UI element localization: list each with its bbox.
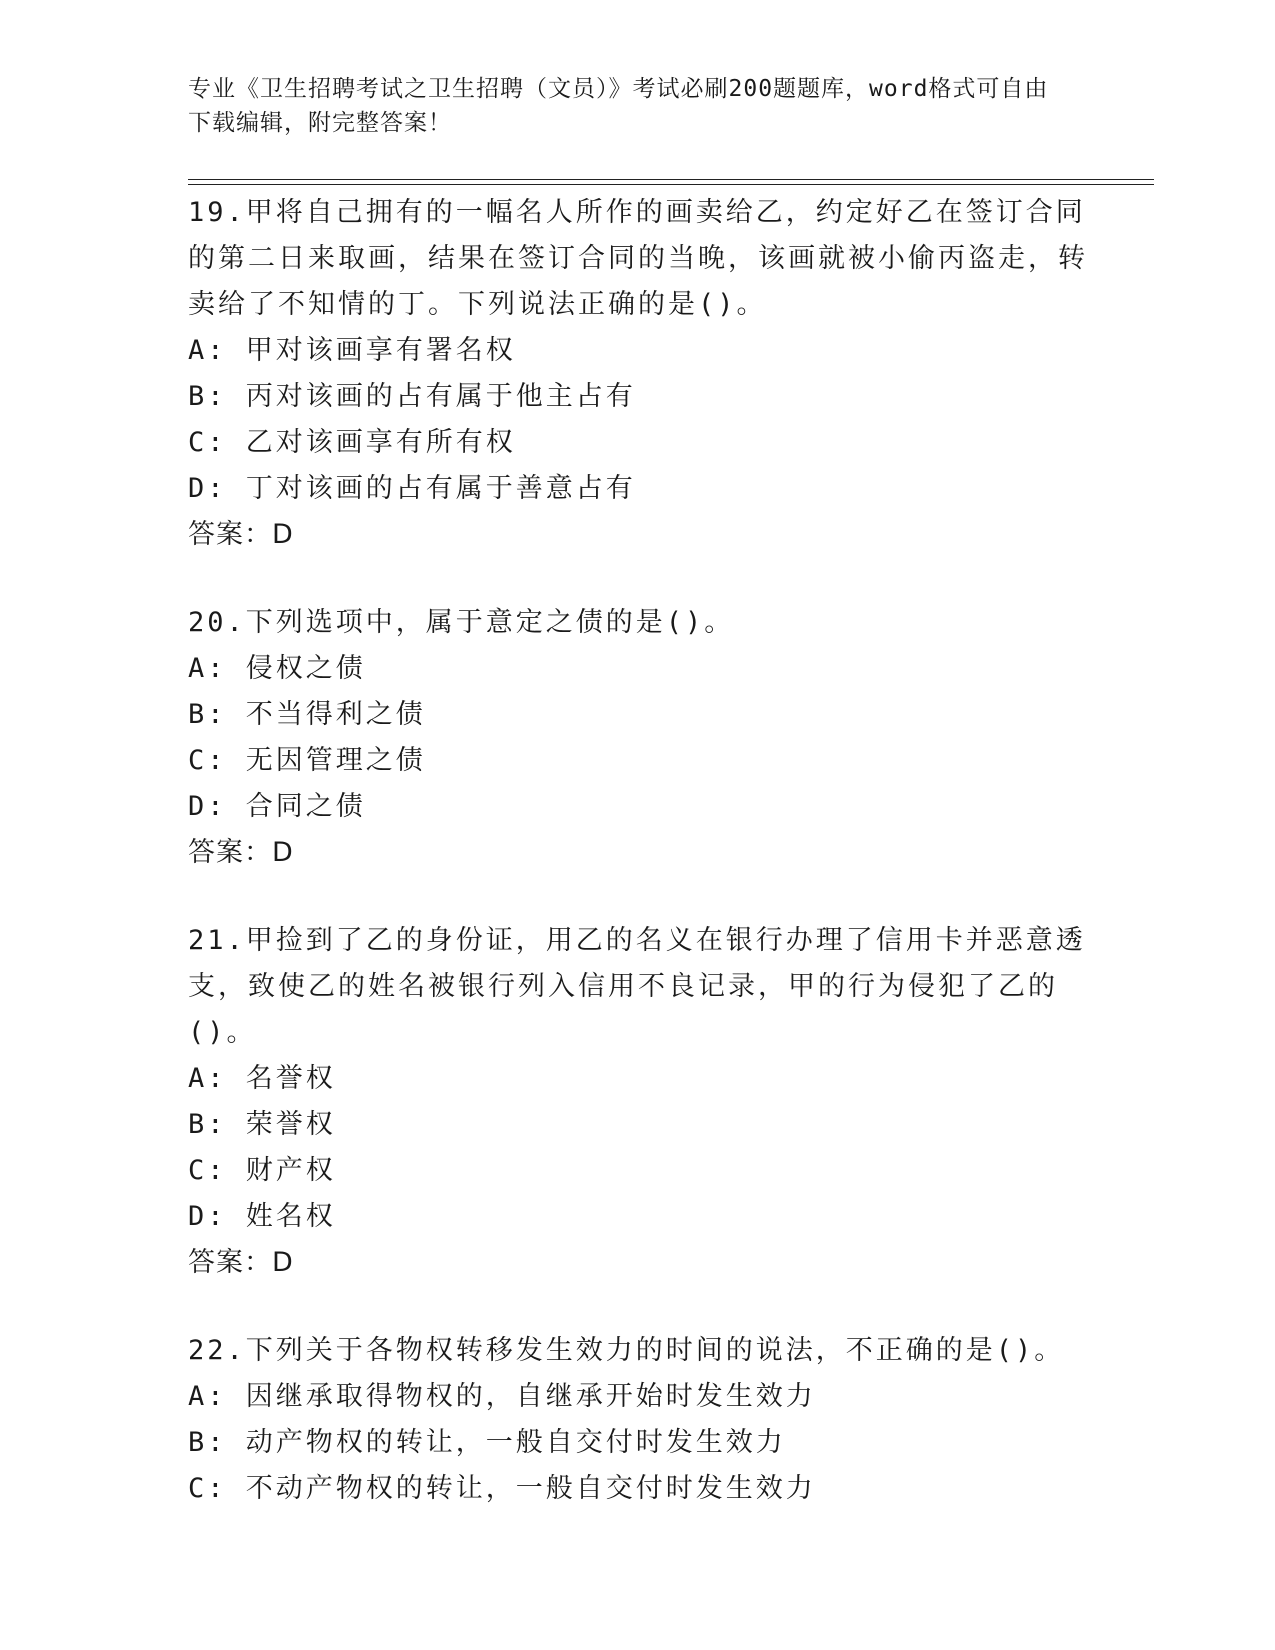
document-header: 专业《卫生招聘考试之卫生招聘（文员）》考试必刷200题题库，word格式可自由下载编辑，附完整答案！ <box>188 76 1049 136</box>
answer-line: 答案：D <box>188 837 294 868</box>
option-b: B: 不当得利之债 <box>188 699 426 730</box>
option-a: A: 名誉权 <box>188 1063 336 1094</box>
question-19 <box>188 190 1088 558</box>
option-a: A: 因继承取得物权的，自继承开始时发生效力 <box>188 1381 816 1412</box>
question-list <box>188 190 1088 1554</box>
option-c: C: 无因管理之债 <box>188 745 426 776</box>
option-b: B: 动产物权的转让，一般自交付时发生效力 <box>188 1427 786 1458</box>
option-c: C: 乙对该画享有所有权 <box>188 427 516 458</box>
question-stem: 19.甲将自己拥有的一幅名人所作的画卖给乙，约定好乙在签订合同的第二日来取画，结果在签订合同的当晚，该画就被小偷丙盗走，转卖给了不知情的丁。下列说法正确的是()。 <box>188 197 1088 320</box>
question-22 <box>188 1328 1088 1512</box>
option-d: D: 丁对该画的占有属于善意占有 <box>188 473 636 504</box>
answer-line: 答案：D <box>188 1247 294 1278</box>
option-c: C: 不动产物权的转让，一般自交付时发生效力 <box>188 1473 816 1504</box>
question-stem: 20.下列选项中，属于意定之债的是()。 <box>188 607 735 638</box>
answer-line: 答案：D <box>188 519 294 550</box>
option-a: A: 侵权之债 <box>188 653 366 684</box>
header-rule-bottom <box>188 184 1154 185</box>
option-d: D: 合同之债 <box>188 791 366 822</box>
option-a: A: 甲对该画享有署名权 <box>188 335 516 366</box>
option-b: B: 丙对该画的占有属于他主占有 <box>188 381 636 412</box>
question-stem: 22.下列关于各物权转移发生效力的时间的说法，不正确的是()。 <box>188 1335 1065 1366</box>
option-b: B: 荣誉权 <box>188 1109 336 1140</box>
question-20 <box>188 600 1088 876</box>
question-stem: 21.甲捡到了乙的身份证，用乙的名义在银行办理了信用卡并恶意透支，致使乙的姓名被银行列入信用不良记录，甲的行为侵犯了乙的()。 <box>188 925 1086 1048</box>
question-21 <box>188 918 1088 1286</box>
option-d: D: 姓名权 <box>188 1201 336 1232</box>
option-c: C: 财产权 <box>188 1155 336 1186</box>
header-rule-top <box>188 179 1154 180</box>
